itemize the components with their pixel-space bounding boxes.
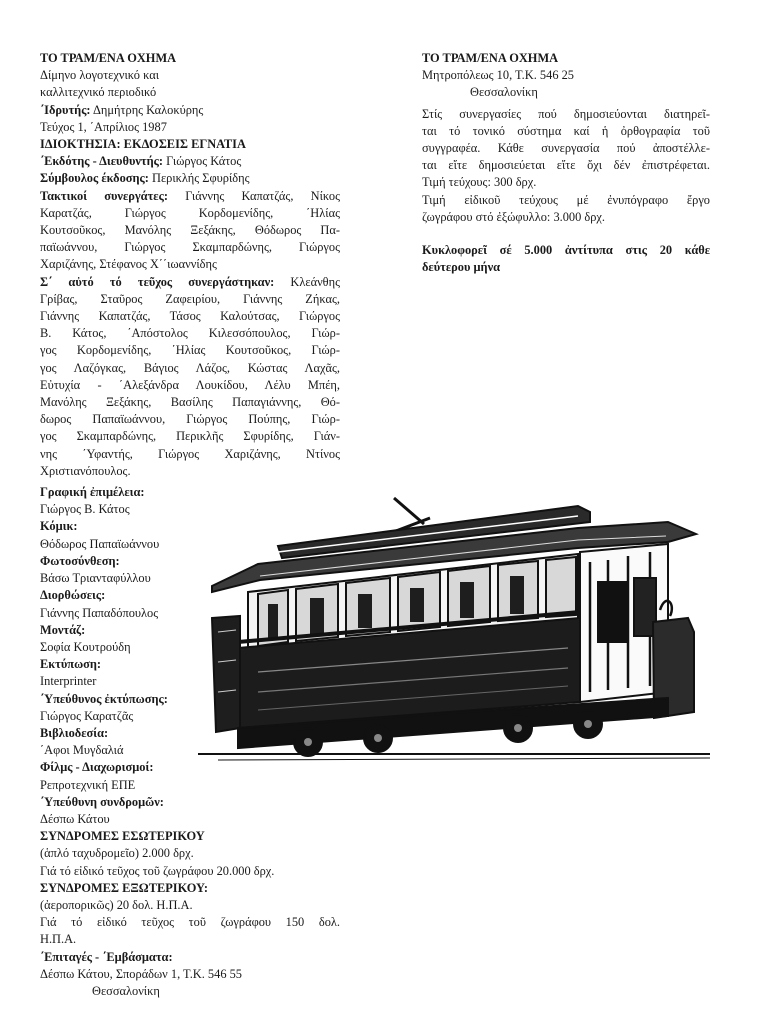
credit-label: Φίλμς - Διαχωρισμοί:	[40, 760, 154, 775]
credit-value: Γιάννης Παπαδόπουλος	[40, 605, 159, 620]
payments-label: ΄Επιταγές - ΄Εμβάσματα:	[40, 949, 173, 964]
abroad-rate: (ἀεροπορικῶς) 20 δολ. Η.Π.Α.	[40, 897, 193, 912]
advisor-label: Σύμβουλος έκδοσης:	[40, 171, 149, 186]
credit-value: Δέσπω Κάτου	[40, 811, 110, 826]
credit-label: Μοντάζ:	[40, 622, 86, 637]
circulation-note	[422, 242, 710, 276]
regular-contributors	[40, 188, 340, 274]
editorial-address: Μητροπόλεως 10, Τ.Κ. 546 25	[422, 68, 575, 83]
credit-label: ΄Υπεύθυνος ἐκτύπωσης:	[40, 691, 168, 706]
special-price-line: ζωγράφου στό ἐξώφυλλο: 3.000 δρχ.	[422, 209, 606, 224]
contributors-line: γος Λαζόγκας, Βάγιος Λάζος, Κώστας Λαχᾶς,	[40, 360, 340, 375]
contributors-line: Εὐτυχία - ΄Αλεξάνδρα Λουκίδου, Λέλυ Μπέη,	[40, 377, 340, 392]
founder-label: ΄Ιδρυτής:	[40, 102, 91, 117]
info-column	[422, 50, 710, 276]
credit-value: Θόδωρος Παπαϊωάννου	[40, 536, 160, 551]
tram-icon	[198, 492, 710, 772]
magazine-title: ΤΟ ΤΡΑΜ/ΕΝΑ ΟΧΗΜΑ	[422, 51, 559, 65]
credit-label: Εκτύπωση:	[40, 657, 102, 672]
contributors-line: Γιάννης Καπατζάς, Τάσος Καλούτσας, Γιώργος	[40, 309, 340, 324]
credit-label: ΄Υπεύθυνη συνδρομῶν:	[40, 794, 164, 809]
circulation-line: δεύτερου μήνα	[422, 260, 501, 275]
credit-value: ΄Αφοι Μυγδαλιά	[40, 743, 124, 758]
contributors-line: Χριστιανόπουλος.	[40, 463, 131, 478]
publisher-name: Γιώργος Κάτος	[166, 154, 242, 169]
advisor-line	[40, 170, 340, 187]
spacer	[422, 226, 710, 242]
domestic-rate: (ἁπλό ταχυδρομεῖο) 2.000 δρχ.	[40, 846, 194, 861]
publisher-label: ΄Εκδότης - Διευθυντής:	[40, 154, 164, 169]
circulation-line: Κυκλοφορεῖ σέ 5.000 ἀντίτυπα στις 20 κάθε	[422, 243, 710, 258]
magazine-title: ΤΟ ΤΡΑΜ/ΕΝΑ ΟΧΗΜΑ	[40, 51, 177, 65]
contributors-line: Σ΄ αὐτό τό τεῦχος συνεργάστηκαν: Κλεάνθης	[40, 274, 340, 289]
credit-label: Γραφική ἐπιμέλεια:	[40, 485, 145, 500]
contributors-line: γος Σκαμπαρδώνης, Περικλῆς Σφυρίδης, Γιάν-	[40, 429, 340, 444]
notice-line: ται εἴτε δημοσιεύεται εἴτε ὄχι δέν ἐπιστρέφεται.	[422, 158, 710, 173]
abroad-special-rate-cont: Η.Π.Α.	[40, 932, 77, 947]
contributors-line: γος Κορδομενίδης, ΄Ηλίας Κουτσοῦκος, Γιώρ-	[40, 343, 340, 358]
credit-value: Interprinter	[40, 674, 97, 689]
payments	[40, 949, 340, 1001]
abroad-subscriptions	[40, 880, 340, 949]
domestic-special-rate: Γιά τό εἰδικό τεῦχος τοῦ ζωγράφου 20.000 δρχ.	[40, 863, 275, 878]
advisor-name: Περικλής Σφυρίδης	[152, 171, 250, 186]
credit-value: Σοφία Κουτρούδη	[40, 639, 131, 654]
submissions-notice	[422, 106, 710, 175]
contributors-line: δωρος Παπαϊωάννου, Γιώργος Πούπης, Γιώρ-	[40, 412, 340, 427]
domestic-subscriptions-title: ΣΥΝΔΡΟΜΕΣ ΕΣΩΤΕΡΙΚΟΥ	[40, 829, 205, 844]
credit-label: Κόμικ:	[40, 519, 78, 534]
domestic-subscriptions	[40, 828, 340, 880]
founder-name: Δημήτρης Καλοκύρης	[92, 102, 204, 117]
notice-line: ται τό τονικό σύστημα καί ἡ ὀρθογραφία τοῦ	[422, 123, 710, 138]
credit-value: Ρεπροτεχνική ΕΠΕ	[40, 777, 136, 792]
issue-contributors	[40, 274, 340, 480]
contributors-line: Μανόλης Ξεξάκης, Βασίλης Παπαγιάννης, Θό-	[40, 395, 340, 410]
credit-value: Γιώργος Β. Κάτος	[40, 502, 130, 517]
abroad-subscriptions-title: ΣΥΝΔΡΟΜΕΣ ΕΞΩΤΕΡΙΚΟΥ:	[40, 880, 208, 895]
special-price-line: Τιμή εἰδικοῦ τεύχους μέ ἐνυπόγραφο ἔργο	[422, 192, 710, 207]
notice-line: συγγραφέα. Κάθε συνεργασία πού ἀποστέλλε-	[422, 141, 710, 156]
payments-address: Δέσπω Κάτου, Σποράδων 1, Τ.Κ. 546 55	[40, 966, 243, 981]
notice-line: Στίς συνεργασίες πού δημοσιεύονται διατηρεῖ-	[422, 106, 710, 121]
abroad-special-rate: Γιά τό εἰδικό τεῦχος τοῦ ζωγράφου 150 δολ.	[40, 915, 340, 930]
founder-line	[40, 102, 340, 119]
issue-line: Τεύχος 1, ΄Απρίλιος 1987	[40, 119, 167, 134]
editorial-city: Θεσσαλονίκη	[470, 85, 538, 100]
magazine-subtitle: καλλιτεχνικό περιοδικό	[40, 85, 157, 100]
regulars-line: παϊωάννου, Γιώργος Σκαμπαρδώνης, Γιώργος	[40, 240, 340, 255]
regulars-line: Κουτσοῦκος, Μανόλης Ξεξάκης, Θόδωρος Πα-	[40, 223, 340, 238]
regulars-line: Καρατζάς, Γιώργος Κορδομενίδης, ΄Ηλίας	[40, 205, 340, 220]
credit-value: Βάσω Τριανταφύλλου	[40, 571, 151, 586]
contributors-line: νης ΄Υφαντής, Γιώργος Χαριζάνης, Ντίνος	[40, 446, 340, 461]
credit-value: Γιώργος Καρατζᾶς	[40, 708, 134, 723]
contributors-line: Β. Κάτος, ΄Απόστολος Κιλεσσόπουλος, Γιώρ-	[40, 326, 340, 341]
magazine-subtitle: Δίμηνο λογοτεχνικό και	[40, 68, 160, 83]
regulars-line: Χαριζάνης, Στέφανος Χ΄΄ιωαννίδης	[40, 257, 217, 272]
credit-label: Διορθώσεις:	[40, 588, 106, 603]
issue-price: Τιμή τεύχους: 300 δρχ.	[422, 175, 537, 190]
ownership-line: ΙΔΙΟΚΤΗΣΙΑ: ΕΚΔΟΣΕΙΣ ΕΓΝΑΤΙΑ	[40, 137, 246, 152]
publisher-line	[40, 153, 340, 170]
credit-label: Βιβλιοδεσία:	[40, 725, 109, 740]
contributors-line: Γρίβας, Σταῦρος Ζαφειρίου, Γιάννης Ζήκας,	[40, 291, 340, 306]
credit-label: Φωτοσύνθεση:	[40, 553, 120, 568]
regulars-line: Τακτικοί συνεργάτες: Γιάννης Καπατζάς, Νίκος	[40, 188, 340, 203]
payments-city: Θεσσαλονίκη	[92, 983, 160, 998]
